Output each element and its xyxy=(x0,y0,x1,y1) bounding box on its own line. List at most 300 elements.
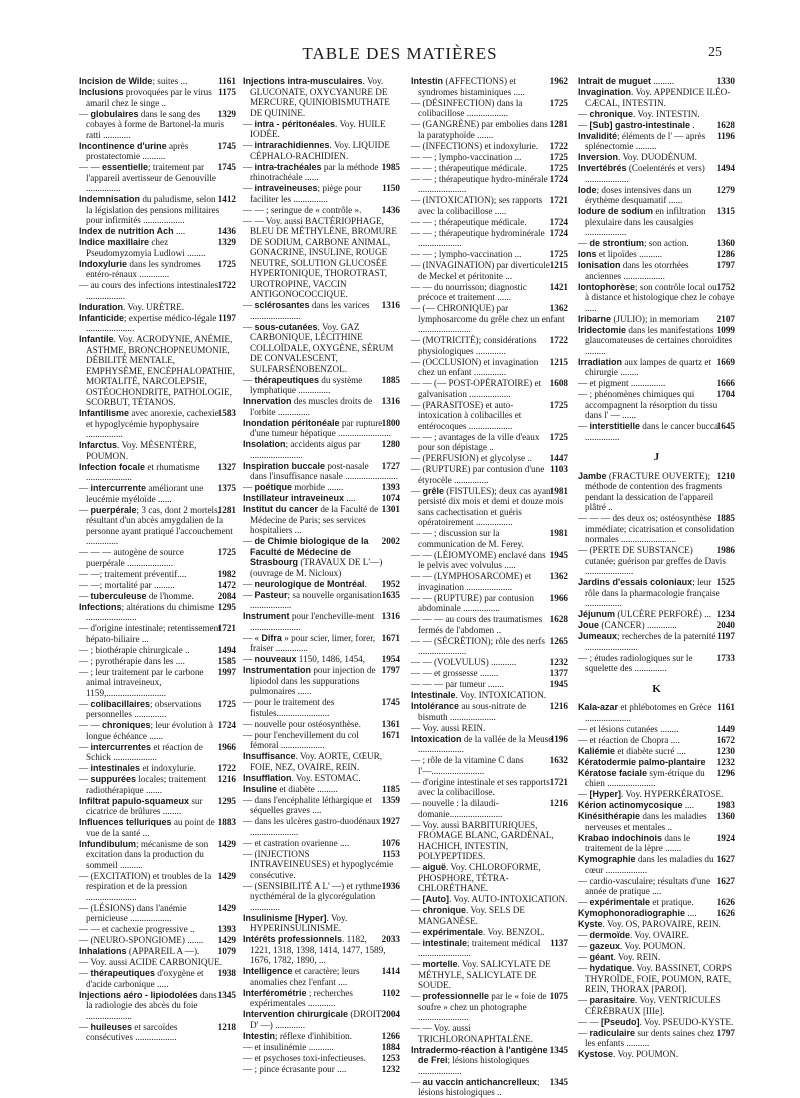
entry-text: — poétique morbide ....... xyxy=(243,482,344,492)
page-ref: 1429 xyxy=(217,870,236,881)
page-ref: 1296 xyxy=(716,767,735,778)
page-ref: 1525 xyxy=(716,577,735,587)
entry-text: — aiguë. Voy. CHLOROFORME, PHOSPHORE, TÉTRA-CHLORÉTHANE. xyxy=(411,862,541,893)
page-ref: 1447 xyxy=(549,453,568,463)
index-entry xyxy=(79,141,236,162)
entry-text: Institut du cancer de la Faculté de Médecine de Paris; ses services hospitaliers ... xyxy=(243,504,379,535)
index-columns xyxy=(79,76,744,1097)
index-entry xyxy=(578,746,735,757)
index-entry xyxy=(411,571,568,592)
page-ref: 1185 xyxy=(382,783,400,794)
page-ref: 1669 xyxy=(716,356,735,367)
entry-text: — mortelle. Voy. SALICYLATE DE MÉTHYLE, SALICYLATE DE SOUDE. xyxy=(411,959,551,990)
index-entry xyxy=(243,76,400,118)
index-entry xyxy=(243,396,400,417)
page-ref: 1436 xyxy=(217,226,236,236)
entry-text: Intolérance au sous-nitrate de bismuth .................... xyxy=(411,701,527,722)
index-entry xyxy=(411,894,568,905)
index-entry xyxy=(578,282,735,314)
page-ref: 1725 xyxy=(549,399,568,410)
index-entry xyxy=(411,357,568,378)
entry-text: Intradermo-réaction à l'antigène de Frei; lésions histologiques ................... xyxy=(411,1044,548,1076)
index-entry xyxy=(243,849,400,881)
entry-text: — — [Pseudo]. Voy. PSEUDO-KYSTE. xyxy=(578,1016,734,1027)
entry-text: — radiculaire sur dents saines chez les enfants .......... xyxy=(578,1027,715,1048)
page-ref: 1627 xyxy=(716,854,735,864)
entry-text: — Pasteur; sa nouvelle organisation .................. xyxy=(243,589,382,610)
index-entry xyxy=(79,602,236,623)
entry-text: — nouveaux 1150, 1486, 1454, xyxy=(243,654,366,664)
index-entry xyxy=(578,908,735,919)
entry-text: Infantile. Voy. ACRODYNIE, ANÉMIE, ASTHME, BRONCHOPNEUMONIE, DÉBILITÉ MENTALE, EMPHYSÈME, ENCÉPHALOPATHIE, MORTALITÉ, NARCOLEPSIE, OSTÉOCHONDRITE, PATHOLOGIE, SCORBUT, TÉTANOS. xyxy=(79,334,235,407)
page-ref: 1966 xyxy=(217,741,236,752)
entry-text: Infanticide; expertise médico-légale ..................... xyxy=(79,312,217,333)
index-entry xyxy=(243,162,400,183)
index-entry xyxy=(578,702,735,723)
index-entry xyxy=(411,959,568,991)
entry-text: — (MOTRICITÉ); considérations physiologiques ............. xyxy=(411,335,537,356)
page-ref: 1436 xyxy=(381,204,400,215)
index-entry xyxy=(411,303,568,335)
index-entry xyxy=(578,238,735,249)
entry-text: — thérapeutiques d'oxygène et d'acide carbonique ..... xyxy=(79,968,204,989)
entry-text: — dans les ulcères gastro-duodénaux ..................... xyxy=(243,816,381,837)
index-entry xyxy=(411,195,568,216)
index-entry xyxy=(243,375,400,396)
entry-text: — gazeux. Voy. POUMON. xyxy=(578,941,686,951)
index-entry xyxy=(79,547,236,568)
page-ref: 1945 xyxy=(549,549,568,560)
index-entry xyxy=(411,260,568,281)
index-entry xyxy=(578,206,735,238)
page-ref: 1666 xyxy=(716,378,735,388)
index-entry xyxy=(79,76,236,87)
entry-text: — — ; lympho-vaccination ... xyxy=(411,249,522,259)
page-ref: 1954 xyxy=(381,654,400,664)
index-entry xyxy=(243,418,400,439)
index-column-1 xyxy=(79,76,236,1043)
entry-text: Jéjunum (ULCÈRE PERFORÉ) ... xyxy=(578,609,711,619)
entry-text: — intestinale; traitement médical ....................... xyxy=(411,937,541,958)
entry-text: — hydatique. Voy. BASSINET, CORPS THYROÏDE, FOIE, POUMON, RATE, REIN, THORAX [PAROI]. xyxy=(578,963,732,994)
index-entry xyxy=(243,773,400,784)
page-number: 25 xyxy=(708,45,722,60)
entry-text: — — ; lympho-vaccination ... xyxy=(411,151,522,162)
index-entry xyxy=(411,152,568,163)
page-ref: 1725 xyxy=(217,698,236,709)
index-entry xyxy=(79,259,236,280)
entry-text: — (PARASITOSE) et auto-intoxication à colibacilles et entérocoques ................... xyxy=(411,399,522,431)
index-entry xyxy=(578,833,735,854)
page-ref: 1449 xyxy=(716,723,735,734)
index-entry xyxy=(243,913,400,934)
index-entry xyxy=(411,228,568,249)
page-ref: 1175 xyxy=(218,87,236,97)
page-ref: 1075 xyxy=(549,991,568,1001)
entry-text: Inspiration buccale post-nasale dans l'insuffisance nasale ....................... xyxy=(243,460,398,481)
page-ref: 1635 xyxy=(381,589,400,600)
page-ref: 1429 xyxy=(217,935,236,945)
index-entry xyxy=(411,690,568,701)
entry-text: — de strontium; son action. xyxy=(578,238,689,248)
index-entry xyxy=(243,934,400,966)
page-ref: 1215 xyxy=(549,260,568,270)
entry-text: Index de nutrition Ach .... xyxy=(79,226,186,236)
page-ref: 1286 xyxy=(716,249,735,259)
index-entry xyxy=(411,723,568,734)
page-ref: 1295 xyxy=(217,601,236,612)
index-entry xyxy=(578,724,735,735)
index-entry xyxy=(243,654,400,665)
index-entry xyxy=(411,163,568,174)
index-entry xyxy=(578,120,735,131)
page-ref: 1981 xyxy=(549,485,568,496)
index-entry xyxy=(243,140,400,161)
index-entry xyxy=(79,990,236,1022)
index-entry xyxy=(79,237,236,258)
entry-text: — — (LYMPHOSARCOME) et invagination .................... xyxy=(411,571,532,592)
page-ref: 1725 xyxy=(549,97,568,108)
entry-text: Indice maxillaire chez Pseudomyzomyia Ludlowi ........ xyxy=(79,237,206,258)
index-entry xyxy=(411,755,568,776)
entry-text: Irradiation aux lampes de quartz et chirurgie ........ xyxy=(578,356,712,377)
index-column-3 xyxy=(411,76,568,1098)
index-entry xyxy=(79,569,236,580)
page-ref: 1626 xyxy=(716,908,735,918)
entry-text: — ; biothérapie chirurgicale .. xyxy=(79,644,190,655)
entry-text: — — et cachexie progressive .. xyxy=(79,924,195,934)
index-entry xyxy=(411,141,568,152)
entry-text: — — — au cours des traumatismes fermés de l'abdomen .. xyxy=(411,614,543,635)
entry-text: Jumeaux; recherches de la paternité ....................... xyxy=(578,631,716,652)
page-ref: 1429 xyxy=(217,838,236,849)
entry-text: — pour l'enchevillement du col fémoral ................... xyxy=(243,729,359,750)
entry-text: — « Difra » pour scier, limer, forer, fraiser .............. xyxy=(243,632,376,653)
page-ref: 1797 xyxy=(716,260,735,270)
entry-text: Intervention chirurgicale (DROIT D' —) ............. xyxy=(243,1009,382,1030)
entry-text: — —; traitement préventif.... xyxy=(79,568,187,579)
index-entry xyxy=(411,464,568,485)
page-ref: 1216 xyxy=(549,798,568,808)
entry-text: Kystose. Voy. POUMON. xyxy=(578,1049,679,1059)
entry-text: Ionisation dans les otorrhées anciennes .................. xyxy=(578,260,689,281)
index-entry xyxy=(578,389,735,421)
index-entry xyxy=(411,614,568,635)
entry-text: — Voy. aussi ACIDE CARBONIQUE. xyxy=(79,957,223,967)
index-entry xyxy=(578,1049,735,1060)
entry-text: — intestinales et indoxylurie. xyxy=(79,763,196,773)
entry-text: Indemnisation du paludisme, selon la législation des pensions militaires pour infirmités .................. xyxy=(79,194,220,225)
index-entry xyxy=(578,109,735,120)
entry-text: — (EXCITATION) et troubles de la respiration et de la pression ...................... xyxy=(79,870,212,902)
index-entry xyxy=(411,820,568,862)
index-entry xyxy=(243,784,400,795)
entry-text: Intestin; réflexe d'inhibition. xyxy=(243,1030,352,1041)
index-entry xyxy=(578,811,735,832)
index-entry xyxy=(411,798,568,819)
entry-text: — professionnelle par le « foie de soufre » chez un photographe ...................... xyxy=(411,991,547,1022)
entry-text: — (PERFUSION) et glycolyse .. xyxy=(411,453,532,463)
page-ref: 1281 xyxy=(217,504,236,515)
page-ref: 1266 xyxy=(381,1030,400,1041)
index-entry xyxy=(79,408,236,440)
page-ref: 1414 xyxy=(381,966,400,976)
page-ref: 1704 xyxy=(716,389,735,399)
page-ref: 1315 xyxy=(716,206,735,216)
page-ref: 1316 xyxy=(381,396,400,406)
index-entry xyxy=(79,109,236,141)
index-entry xyxy=(243,119,400,140)
entry-text: — ; rôle de la vitamine C dans l'—....................... xyxy=(411,755,524,776)
index-entry xyxy=(578,995,735,1016)
index-entry xyxy=(578,653,735,674)
index-entry xyxy=(578,1017,735,1028)
page-ref: 1377 xyxy=(549,668,568,678)
page-ref: 1727 xyxy=(381,460,400,471)
entry-text: — [Sub] gastro-intestinale . xyxy=(578,119,695,130)
index-entry xyxy=(79,194,236,226)
page-ref: 1103 xyxy=(550,464,568,474)
entry-text: — grêle (FISTULES); deux cas ayant persisté dix mois et demi et douze mois sans cachectisation et guéris opératoirement ................ xyxy=(411,485,564,527)
index-entry xyxy=(243,1009,400,1030)
page-title: TABLE DES MATIÈRES xyxy=(302,44,498,63)
entry-text: — suppurées locales; traitement radiothérapique ....... xyxy=(79,774,206,795)
page-ref: 1150 xyxy=(382,183,400,193)
index-entry xyxy=(79,903,236,924)
page-ref: 1429 xyxy=(217,902,236,913)
page-ref: 1982 xyxy=(217,568,236,579)
index-entry xyxy=(578,757,735,768)
index-entry xyxy=(243,665,400,697)
page-ref: 1301 xyxy=(381,504,400,514)
index-entry xyxy=(578,854,735,875)
page-ref: 1359 xyxy=(381,794,400,805)
entry-text: Infection focale et rhumatisme .................... xyxy=(79,461,200,482)
entry-text: — expérimentale et pratique. xyxy=(578,897,694,907)
entry-text: Kératodermie palmo-plantaire xyxy=(578,756,706,767)
entry-text: Iodure de sodium en infiltration plexulaire dans les causalgies .................. xyxy=(578,206,706,237)
page-ref: 1645 xyxy=(716,421,735,431)
entry-text: — parasitaire. Voy. VENTRICULES CÉRÉBRAUX [IIIe]. xyxy=(578,995,721,1016)
entry-text: — ; pyrothérapie dans les .... xyxy=(79,655,185,666)
page-ref: 1232 xyxy=(549,657,568,667)
page-ref: 1412 xyxy=(217,194,236,204)
page-ref: 1253 xyxy=(381,1052,400,1063)
entry-text: — intrarachidiennes. Voy. LIQUIDE CÉPHALO-RACHIDIEN. xyxy=(243,140,390,161)
page-ref: 1361 xyxy=(381,718,400,729)
entry-text: — thérapeutiques du système lymphatique .............. xyxy=(243,374,363,395)
index-entry xyxy=(411,1045,568,1077)
page-ref: 1197 xyxy=(717,631,735,641)
index-entry xyxy=(79,1022,236,1043)
entry-text: Iridectomie dans les manifestations glaucomateuses de certaines choroïdites ......... xyxy=(578,324,733,356)
entry-text: — intra - péritonéales. Voy. HUILE IODÉE. xyxy=(243,118,386,139)
index-entry xyxy=(578,919,735,930)
page-ref: 1585 xyxy=(217,655,236,666)
page-ref: 1494 xyxy=(716,163,735,173)
entry-text: — interstitielle dans le cancer buccal ............... xyxy=(578,421,721,442)
index-entry xyxy=(578,545,735,577)
index-entry xyxy=(243,1042,400,1053)
entry-text: — — essentielle; traitement par l'appareil avertisseur de Genouville ............... xyxy=(79,162,216,193)
index-entry xyxy=(243,633,400,654)
entry-text: Inversion. Voy. DUODÉNUM. xyxy=(578,152,697,162)
index-entry xyxy=(411,76,568,97)
entry-text: — intercurrentes et réaction de Schick ................... xyxy=(79,741,203,762)
index-entry xyxy=(79,871,236,903)
entry-text: — ; études radiologiques sur le squelette des .............. xyxy=(578,652,693,673)
entry-text: — — et grossesse ........ xyxy=(411,668,499,678)
index-entry xyxy=(578,963,735,995)
index-entry xyxy=(578,325,735,357)
index-entry xyxy=(578,631,735,652)
page-ref: 1745 xyxy=(217,140,236,151)
entry-text: — — (RUPTURE) par contusion abdominale ................ xyxy=(411,592,534,613)
entry-text: — au vaccin antichancrelleux; lésions histologiques .. xyxy=(411,1076,540,1097)
entry-text: Interférométrie ; recherches expérimentales ............ xyxy=(243,987,353,1008)
entry-text: — intraveineuses; piège pour faciliter les ............... xyxy=(243,183,362,204)
entry-text: — chronique. Voy. SELS DE MANGANÈSE. xyxy=(411,905,526,926)
page-ref: 1216 xyxy=(217,774,236,784)
page-ref: 1722 xyxy=(217,280,236,290)
entry-text: Inhalations (APPAREIL A —). xyxy=(79,946,200,956)
entry-text: — d'origine intestinale et ses rapports avec la colibacillose. xyxy=(411,776,550,797)
page-ref: 1938 xyxy=(217,968,236,978)
index-entry xyxy=(411,282,568,303)
entry-text: Insulinisme [Hyper]. Voy. HYPERINSULINISME. xyxy=(243,912,348,933)
page-ref: 1472 xyxy=(217,579,236,590)
index-entry xyxy=(243,579,400,590)
entry-text: Insuline et diabète ......... xyxy=(243,783,338,794)
index-entry xyxy=(79,924,236,935)
page-ref: 1672 xyxy=(716,734,735,745)
page-ref: 2040 xyxy=(716,620,735,630)
entry-text: — (OCCLUSION) et invagination chez un enfant .............. xyxy=(411,356,539,377)
entry-text: Infections; altérations du chimisme ...................... xyxy=(79,601,215,622)
page-ref: 1722 xyxy=(217,763,236,773)
entry-text: — (INJECTIONS INTRAVEINEUSES) et hypoglycémie consécutive. xyxy=(243,848,394,880)
page-ref: 1997 xyxy=(217,666,236,677)
page-ref: 1721 xyxy=(549,195,568,205)
entry-text: — (NEURO-SPONGIOME) ....... xyxy=(79,935,204,945)
entry-text: Infiltrat papulo-squameux sur cicatrice de brûlures ........ xyxy=(79,795,203,816)
section-letter: J xyxy=(653,451,660,463)
entry-text: Insuffisance. Voy. AORTE, CŒUR, FOIE, NEZ, OVAIRE, REIN. xyxy=(243,751,383,772)
index-entry xyxy=(79,226,236,237)
page-ref: 1079 xyxy=(217,946,236,956)
index-entry xyxy=(243,816,400,837)
index-entry xyxy=(79,623,236,644)
page-ref: 1280 xyxy=(381,439,400,449)
index-entry xyxy=(411,927,568,938)
entry-text: Intestinale. Voy. INTOXICATION. xyxy=(411,690,547,700)
entry-text: — et réaction de Chopra .... xyxy=(578,734,680,745)
index-entry xyxy=(79,656,236,667)
page-ref: 1966 xyxy=(549,592,568,603)
index-entry xyxy=(79,796,236,817)
index-entry xyxy=(79,591,236,602)
entry-text: — dans l'encéphalite léthargique et séquelles graves .... xyxy=(243,794,373,815)
entry-text: Influences telluriques au point de vue de la santé ... xyxy=(79,817,215,838)
index-column-2 xyxy=(243,76,400,1075)
entry-text: — — ; thérapeutique médicale. xyxy=(411,162,527,173)
index-entry xyxy=(243,795,400,816)
index-entry xyxy=(578,609,735,620)
index-entry xyxy=(243,611,400,632)
index-entry xyxy=(578,314,735,325)
index-entry xyxy=(578,930,735,941)
entry-text: — d'origine intestinale; retentissement hépato-biliaire ... xyxy=(79,623,221,644)
page-ref: 1316 xyxy=(381,300,400,310)
page-ref: 1628 xyxy=(716,119,735,130)
index-entry xyxy=(243,536,400,578)
index-entry xyxy=(79,440,236,461)
entry-text: — — chroniques; leur évolution à longue échéance ...... xyxy=(79,720,213,741)
page-ref: 1345 xyxy=(217,989,236,1000)
entry-text: Iode; doses intensives dans un érythème desquamatif ...... xyxy=(578,184,692,205)
index-entry xyxy=(79,957,236,968)
index-entry xyxy=(578,876,735,897)
entry-text: — — (SÉCRÉTION); rôle des nerfs ..................... xyxy=(411,635,545,656)
index-entry xyxy=(578,249,735,260)
section-letter: K xyxy=(652,682,661,695)
entry-text: Intoxication de la vallée de la Meuse .................... xyxy=(411,733,553,754)
entry-text: Insolation; accidents aigus par ....................... xyxy=(243,439,361,460)
page-ref: 1232 xyxy=(716,756,735,767)
page-ref: 1137 xyxy=(550,937,568,948)
page-ref: 1074 xyxy=(381,493,400,503)
index-entry xyxy=(79,87,236,108)
page-ref: 1725 xyxy=(549,151,568,162)
index-entry xyxy=(79,667,236,699)
index-entry xyxy=(79,313,236,334)
page-ref: 1981 xyxy=(549,528,568,538)
entry-text: — — ; seringue de « contrôle ». xyxy=(243,204,362,215)
entry-text: Krabao indochinois dans le traitement de la lèpre ....... xyxy=(578,832,691,853)
page-ref: 1722 xyxy=(549,140,568,151)
page-ref: 1725 xyxy=(549,162,568,173)
index-entry xyxy=(243,216,400,300)
index-entry xyxy=(578,800,735,811)
page-ref: 1161 xyxy=(717,702,735,712)
index-entry xyxy=(578,87,735,108)
index-entry xyxy=(411,734,568,755)
page-ref: 1196 xyxy=(550,733,568,744)
index-entry xyxy=(578,163,735,184)
entry-text: — — ; thérapeutique médicale. xyxy=(411,216,527,227)
entry-text: — et castration ovarienne .... xyxy=(243,837,350,848)
entry-text: Kérion actinomycosique .... xyxy=(578,800,695,810)
page-ref: 1626 xyxy=(716,897,735,907)
page-ref: 1102 xyxy=(382,987,400,998)
index-entry xyxy=(411,777,568,798)
page-ref: 1962 xyxy=(549,76,568,86)
index-entry xyxy=(79,774,236,795)
entry-text: — tuberculeuse de l'homme. xyxy=(79,590,194,601)
index-entry xyxy=(578,357,735,378)
page-ref: 1885 xyxy=(716,513,735,523)
page-ref: 1945 xyxy=(549,679,568,689)
entry-text: — ; phénomènes chimiques qui accompagnent la résorption du tissu dans l' — ...... xyxy=(578,389,718,420)
page-ref: 1724 xyxy=(549,216,568,227)
entry-text: — (INTOXICATION); ses rapports avec la colibacillose ..... xyxy=(411,195,543,216)
entry-text: — sclérosantes dans les varices ...................... xyxy=(243,300,370,321)
page-ref: 1197 xyxy=(218,312,236,323)
index-entry xyxy=(411,657,568,668)
index-entry xyxy=(79,505,236,547)
entry-text: Joue (CANCER) ............. xyxy=(578,620,677,630)
entry-text: — — du nourrisson; diagnostic précoce et traitement ...... xyxy=(411,281,527,302)
